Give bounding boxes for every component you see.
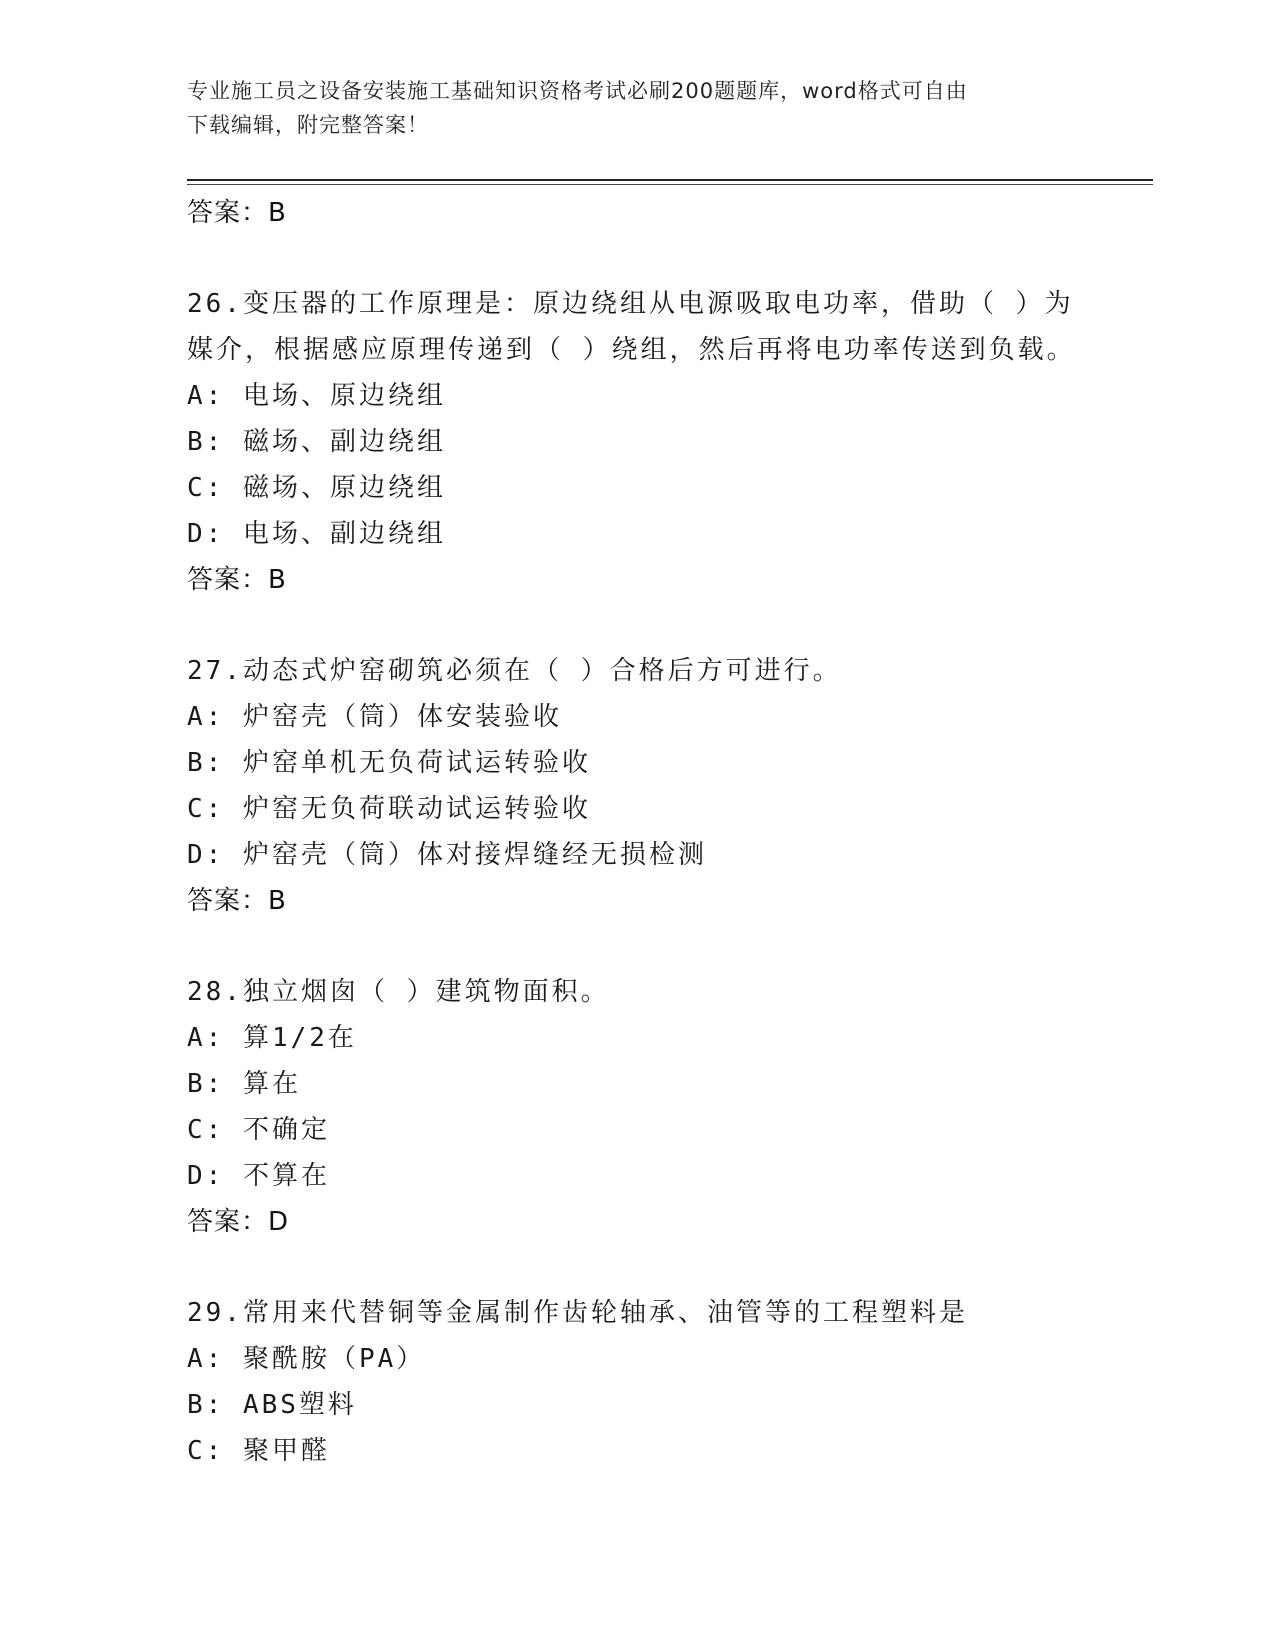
- option-a: A: 电场、原边绕组: [187, 381, 446, 411]
- document-header: [187, 74, 1067, 142]
- option-d: D: 电场、副边绕组: [187, 519, 446, 549]
- option-a: A: 算1/2在: [187, 1023, 357, 1053]
- header-line-2: 下载编辑，附完整答案！: [187, 113, 429, 137]
- option-c: C: 聚甲醛: [187, 1436, 330, 1466]
- answer-label: 答案：B: [187, 198, 287, 228]
- question-27: [187, 648, 1087, 924]
- option-d: D: 不算在: [187, 1161, 330, 1191]
- question-29: [187, 1290, 1087, 1474]
- option-a: A: 聚酰胺（PA）: [187, 1344, 426, 1374]
- question-28: [187, 969, 1087, 1245]
- question-stem: 26.变压器的工作原理是：原边绕组从电源吸取电功率，借助（ ）为: [187, 289, 1074, 319]
- header-divider-thick: [187, 179, 1153, 181]
- option-d: D: 炉窑壳（筒）体对接焊缝经无损检测: [187, 840, 707, 870]
- answer-label: 答案：B: [187, 565, 287, 595]
- option-b: B: 算在: [187, 1069, 301, 1099]
- question-stem: 28.独立烟囱（ ）建筑物面积。: [187, 977, 610, 1007]
- option-a: A: 炉窑壳（筒）体安装验收: [187, 702, 562, 732]
- question-stem: 媒介，根据感应原理传递到（ ）绕组，然后再将电功率传送到负载。: [187, 335, 1076, 365]
- question-stem: 27.动态式炉窑砌筑必须在（ ）合格后方可进行。: [187, 656, 842, 686]
- option-c: C: 炉窑无负荷联动试运转验收: [187, 794, 591, 824]
- question-list: [187, 190, 1087, 1474]
- option-b: B: 炉窑单机无负荷试运转验收: [187, 748, 591, 778]
- header-line-1: 专业施工员之设备安装施工基础知识资格考试必刷200题题库，word格式可自由: [187, 79, 968, 103]
- option-c: C: 磁场、原边绕组: [187, 473, 446, 503]
- answer-label: 答案：B: [187, 886, 287, 916]
- question-stem: 29.常用来代替铜等金属制作齿轮轴承、油管等的工程塑料是: [187, 1298, 968, 1328]
- option-b: B: ABS塑料: [187, 1390, 357, 1420]
- question-26: [187, 281, 1087, 603]
- option-b: B: 磁场、副边绕组: [187, 427, 446, 457]
- option-c: C: 不确定: [187, 1115, 330, 1145]
- header-divider-thin: [187, 184, 1153, 185]
- answer-label: 答案：D: [187, 1207, 290, 1237]
